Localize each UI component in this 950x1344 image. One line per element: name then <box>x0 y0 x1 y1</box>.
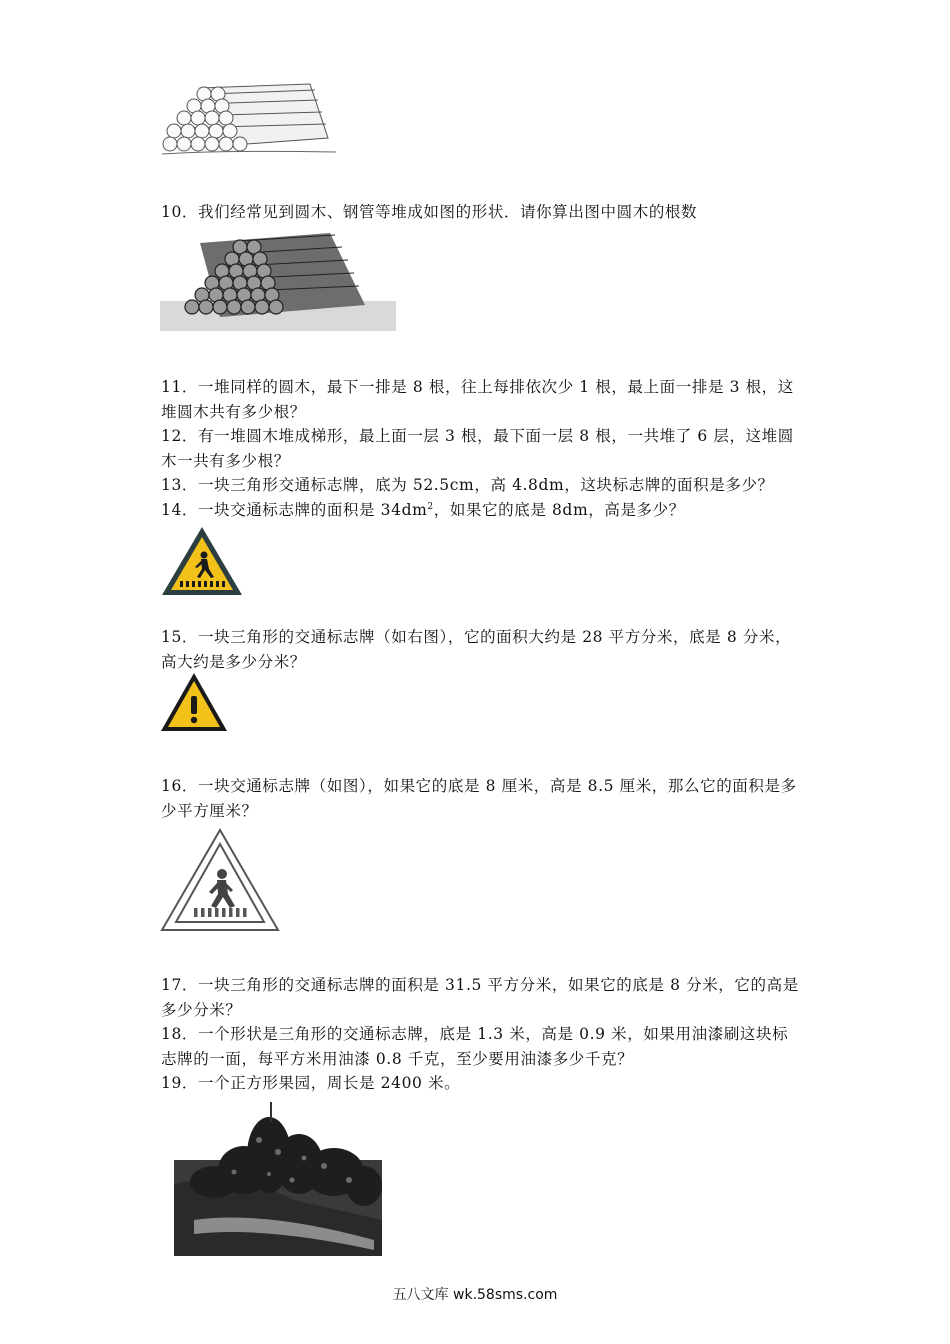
pedestrian-crossing-sign-yellow-icon <box>160 525 244 597</box>
question-14-text: 14．一块交通标志牌的面积是 34dm <box>161 501 428 519</box>
question-19: 19．一个正方形果园，周长是 2400 米。 <box>161 1074 461 1092</box>
question-14-sup: 2 <box>427 501 434 512</box>
question-14-text-end: ，如果它的底是 8dm，高是多少？ <box>433 501 685 519</box>
question-18: 18．一个形状是三角形的交通标志牌，底是 1.3 米，高是 0.9 米，如果用油漆刷这块标志牌的一面，每平方米用油漆 0.8 千克，至少要用油漆多少千克？ <box>161 1025 789 1068</box>
question-16: 16．一块交通标志牌（如图），如果它的底是 8 厘米，高是 8.5 厘米，那么它的面积是多少平方厘米？ <box>161 777 797 820</box>
question-10: 10．我们经常见到圆木、钢管等堆成如图的形状．请你算出图中圆木的根数 <box>161 203 698 221</box>
question-13: 13．一块三角形交通标志牌，底为 52.5cm，高 4.8dm，这块标志牌的面积是多少？ <box>161 476 774 494</box>
log-pile-image <box>160 225 396 331</box>
log-pile-sketch-image <box>160 80 338 158</box>
question-17: 17．一块三角形的交通标志牌的面积是 31.5 平方分米，如果它的底是 8 分米，它的高是多少分米？ <box>161 976 799 1019</box>
pedestrian-crossing-sign-outline-icon <box>160 828 280 932</box>
orchard-photo-image <box>174 1100 382 1256</box>
question-15: 15．一块三角形的交通标志牌（如右图），它的面积大约是 28 平方分米，底是 8 分米，高大约是多少分米？ <box>161 628 792 671</box>
exclamation-warning-sign-icon <box>160 672 228 732</box>
question-12: 12．有一堆圆木堆成梯形，最上面一层 3 根，最下面一层 8 根，一共堆了 6 层，这堆圆木一共有多少根？ <box>161 427 794 470</box>
question-11: 11．一堆同样的圆木，最下一排是 8 根，往上每排依次少 1 根，最上面一排是 3 根，这堆圆木共有多少根？ <box>161 378 794 421</box>
question-14 <box>161 498 801 523</box>
page-footer: 五八文库 wk.58sms.com <box>392 1287 558 1303</box>
